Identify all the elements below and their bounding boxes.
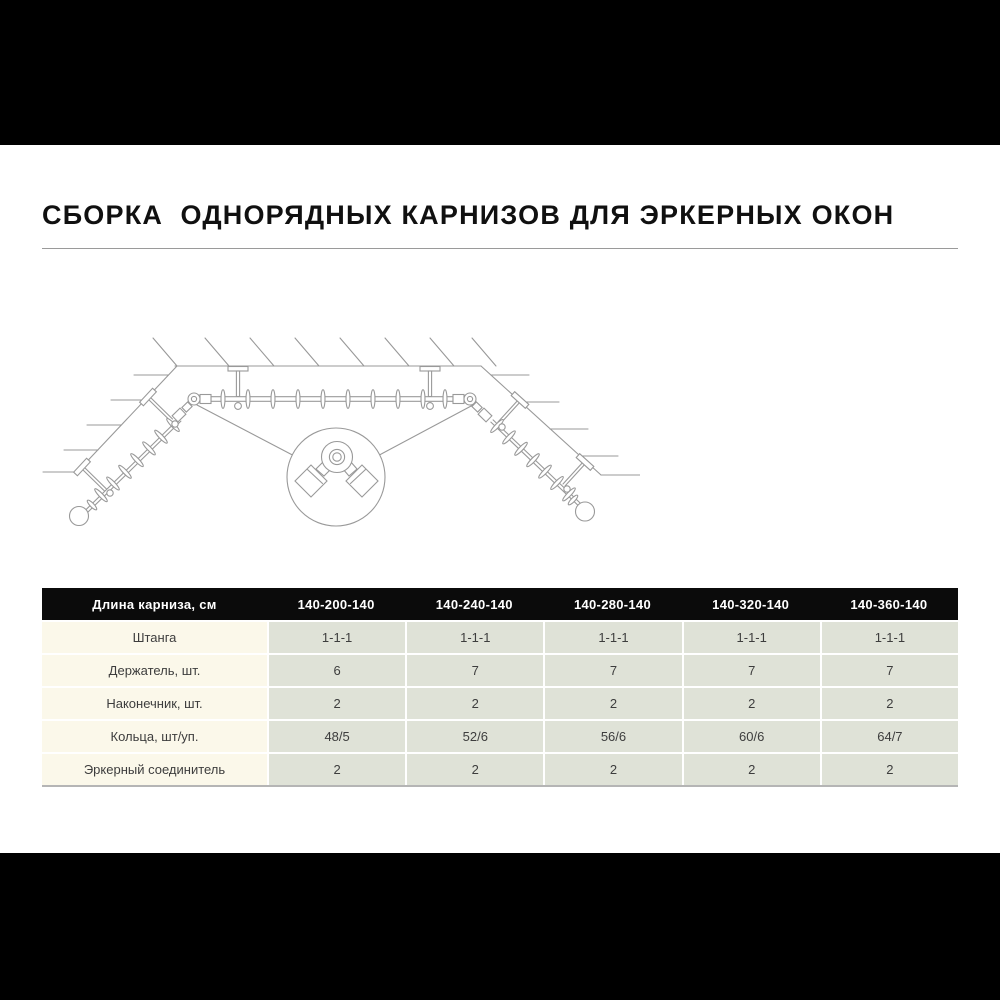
row-label-cell: Наконечник, шт. — [42, 688, 267, 719]
cornice-assembly-drawing — [40, 328, 640, 538]
value-cell: 1-1-1 — [684, 622, 820, 653]
value-cell: 7 — [684, 655, 820, 686]
value-cell: 1-1-1 — [545, 622, 681, 653]
finial-ball-right — [567, 494, 594, 521]
wall-left-hatching — [64, 375, 169, 450]
row-label-cell: Кольца, шт/уп. — [42, 721, 267, 752]
header-cell-length: Длина карниза, см — [92, 596, 217, 612]
page-title: СБОРКА ОДНОРЯДНЫХ КАРНИЗОВ ДЛЯ ЭРКЕРНЫХ ОКОН — [42, 200, 895, 230]
ceiling-bracket-left — [228, 367, 248, 410]
wall-right-hatching — [491, 375, 618, 456]
value-cell: 2 — [269, 754, 405, 785]
value-cell: 2 — [545, 688, 681, 719]
header-cell-size-4: 140-320-140 — [712, 596, 790, 612]
header-cell-size-3: 140-280-140 — [573, 596, 651, 612]
row-label-cell: Держатель, шт. — [42, 655, 267, 686]
value-cell: 48/5 — [269, 721, 405, 752]
value-cell: 2 — [407, 754, 543, 785]
bay-window-cornice-diagram — [40, 328, 640, 538]
value-cell: 1-1-1 — [822, 622, 958, 653]
letterbox-bottom — [0, 853, 1000, 1000]
value-cell: 2 — [822, 754, 958, 785]
value-cell: 2 — [545, 754, 681, 785]
wall-bracket-left-upper — [140, 388, 173, 421]
header-cell-size-1: 140-200-140 — [297, 596, 375, 612]
bay-connector-left — [172, 393, 200, 422]
ceiling-hatching — [153, 338, 496, 366]
letterbox-top — [0, 0, 1000, 145]
value-cell: 1-1-1 — [269, 622, 405, 653]
value-cell: 7 — [822, 655, 958, 686]
value-cell: 2 — [407, 688, 543, 719]
value-cell: 60/6 — [684, 721, 820, 752]
spec-table — [42, 588, 958, 787]
wall-right — [481, 366, 640, 475]
value-cell: 7 — [545, 655, 681, 686]
value-cell: 7 — [407, 655, 543, 686]
header-cell-size-2: 140-240-140 — [435, 596, 513, 612]
value-cell: 2 — [684, 688, 820, 719]
header-cell-size-5: 140-360-140 — [850, 596, 928, 612]
rings-right — [489, 418, 576, 502]
wall-left — [43, 366, 177, 472]
value-cell: 64/7 — [822, 721, 958, 752]
row-label-cell: Эркерный соединитель — [42, 754, 267, 785]
curtain-rod-left — [85, 419, 181, 513]
spec-table-header — [42, 588, 958, 620]
value-cell: 56/6 — [545, 721, 681, 752]
spec-table-body — [42, 620, 958, 787]
title-underline — [42, 248, 958, 249]
value-cell: 2 — [269, 688, 405, 719]
wall-bracket-left-lower — [74, 458, 107, 491]
row-label-cell: Штанга — [42, 622, 267, 653]
value-cell: 2 — [822, 688, 958, 719]
finial-ball-left — [70, 499, 98, 526]
value-cell: 2 — [684, 754, 820, 785]
value-cell: 52/6 — [407, 721, 543, 752]
wall-bracket-right-lower — [563, 454, 594, 486]
value-cell: 1-1-1 — [407, 622, 543, 653]
value-cell: 6 — [269, 655, 405, 686]
